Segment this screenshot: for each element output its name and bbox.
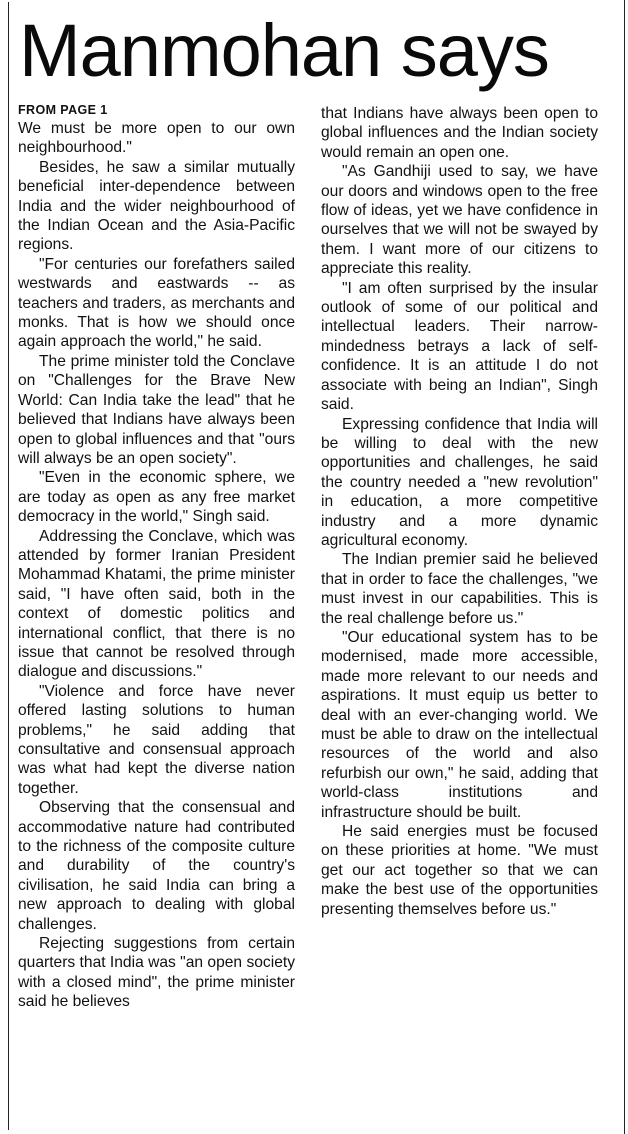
paragraph: "As Gandhiji used to say, we have our doors and windows open to the free flow of ideas, yet we have confidence in ourselves that we will not be swayed by them. I want more of our citizens to appreciate this reality. bbox=[321, 163, 598, 278]
paragraph: Addressing the Conclave, which was attended by former Iranian President Mohammad Khatami, the prime minister said, "I have often said, both in the context of domestic politics and international conflict, that there is no issue that cannot be resolved through dialogue and discussions." bbox=[18, 527, 295, 681]
paragraph: "Our educational system has to be modernised, made more accessible, made more relevant to our needs and aspirations. It must equip us better to deal with an ever-changing world. We must be able to draw on the intellectual resources of the world and also refurbish our own," he said, adding that world-class institutions and infrastructure should be built. bbox=[321, 628, 598, 821]
paragraph: "Even in the economic sphere, we are today as open as any free market democracy in the world," Singh said. bbox=[18, 469, 295, 526]
paragraph: "Violence and force have never offered lasting solutions to human problems," he said adding that consultative and consensual approach was what had kept the diverse nation together. bbox=[18, 682, 295, 797]
paragraph: He said energies must be focused on these priorities at home. "We must get our act together so that we can make the best use of the opportunities presenting themselves before us." bbox=[321, 823, 598, 918]
paragraph: "For centuries our forefathers sailed westwards and eastwards -- as teachers and traders, as merchants and monks. That is how we should once again approach the world," he said. bbox=[18, 255, 295, 351]
paragraph: "I am often surprised by the insular outlook of some of our political and intellectual leaders. Their narrow-mindedness betrays a lack of self-confidence. It is an attitude I do not associate with being an Indian", Singh said. bbox=[321, 279, 598, 414]
right-border-rule bbox=[624, 0, 625, 1134]
paragraph: Besides, he saw a similar mutually beneficial inter-dependence between India and the wider neighbourhood of the Indian Ocean and the Asia-Pacific regions. bbox=[18, 158, 295, 254]
paragraph: The prime minister told the Conclave on "Challenges for the Brave New World: Can India take the lead" that he believed that Indians have always been open to global influences and that "ours will always be an open society". bbox=[18, 352, 295, 467]
left-column bbox=[18, 103, 295, 1012]
left-border-rule bbox=[8, 2, 9, 1130]
kicker-from-page-1: FROM PAGE 1 bbox=[18, 103, 108, 117]
paragraph: Expressing confidence that India will be willing to deal with the new opportunities and challenges, he said the country needed a "new revolution" in education, a more competitive industry and a more dynamic agricultural economy. bbox=[321, 415, 598, 549]
paragraph: that Indians have always been open to global influences and the Indian society would remain an open one. bbox=[321, 105, 598, 161]
headline: Manmohan says bbox=[19, 9, 549, 92]
paragraph: Observing that the consensual and accommodative nature had contributed to the richness of the composite culture and durability of the country's civilisation, he said India can bring a new approach to dealing with global challenges. bbox=[18, 799, 295, 933]
paragraph: The Indian premier said he believed that in order to face the challenges, "we must invest in our capabilities. This is the real challenge before us." bbox=[321, 551, 598, 627]
paragraph: We must be more open to our own neighbourhood." bbox=[18, 120, 295, 157]
right-column bbox=[321, 104, 598, 919]
paragraph: Rejecting suggestions from certain quarters that India was "an open society with a closed mind", the prime minister said he believes bbox=[18, 935, 295, 1011]
